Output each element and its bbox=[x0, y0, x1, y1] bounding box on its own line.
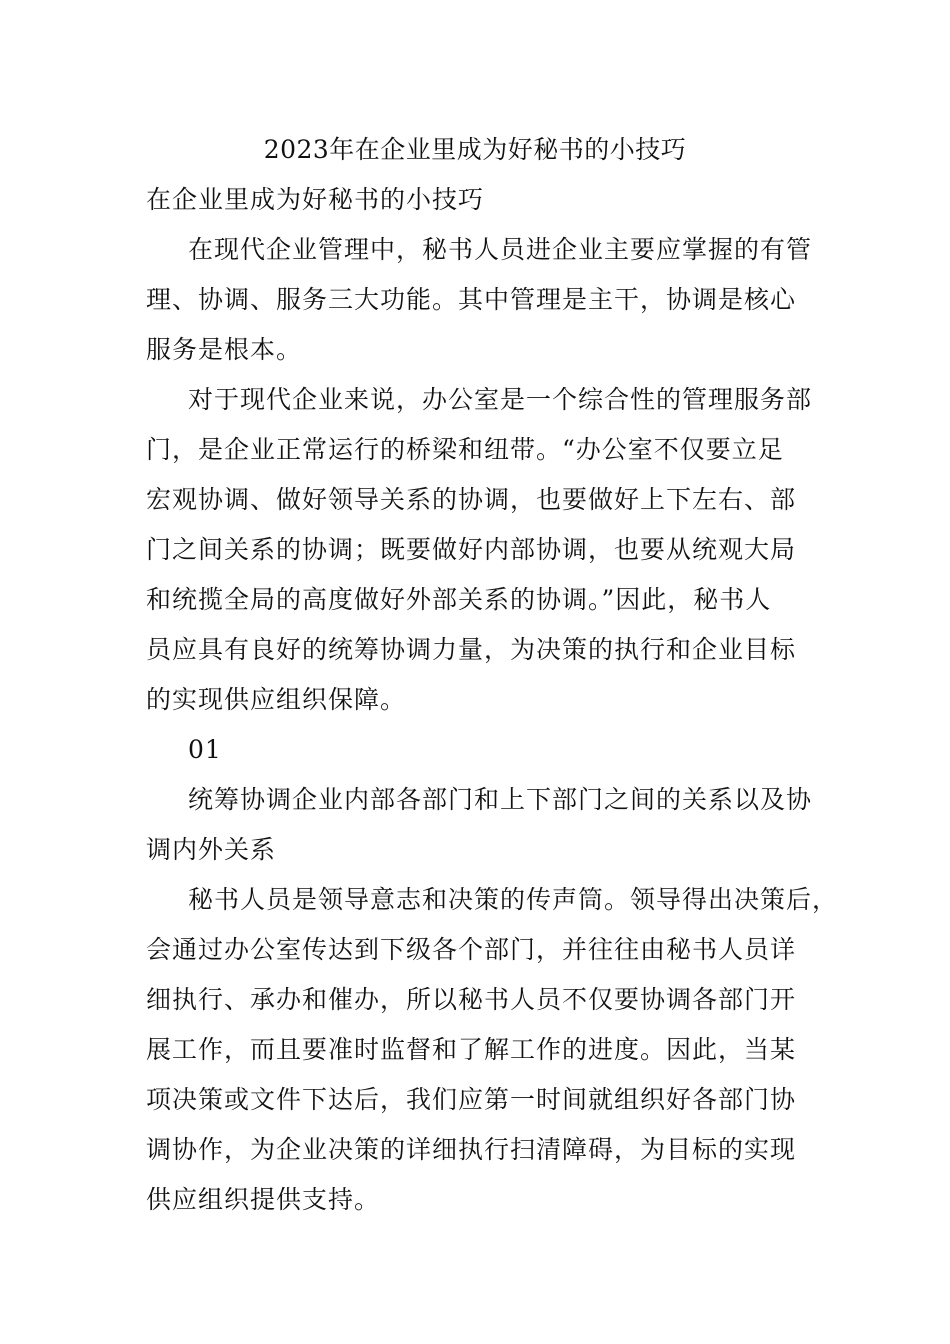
section-heading-line-1: 统筹协调企业内部各部门和上下部门之间的关系以及协 bbox=[188, 785, 813, 814]
section-heading-line-2: 调内外关系 bbox=[146, 835, 277, 864]
paragraph-1-line-3: 服务是根本。 bbox=[146, 335, 303, 364]
paragraph-3-line-3: 细执行、承办和催办，所以秘书人员不仅要协调各部门开 bbox=[146, 985, 797, 1014]
paragraph-3-line-1: 秘书人员是领导意志和决策的传声筒。领导得出决策后， bbox=[188, 885, 839, 914]
document-subtitle: 在企业里成为好秘书的小技巧 bbox=[146, 185, 485, 214]
paragraph-3-line-4: 展工作，而且要准时监督和了解工作的进度。因此，当某 bbox=[146, 1035, 797, 1064]
document-title: 2023年在企业里成为好秘书的小技巧 bbox=[263, 135, 687, 164]
paragraph-2-line-7: 的实现供应组织保障。 bbox=[146, 685, 407, 714]
section-number: 01 bbox=[188, 735, 222, 764]
paragraph-2-line-6: 员应具有良好的统筹协调力量，为决策的执行和企业目标 bbox=[146, 635, 797, 664]
paragraph-3-line-5: 项决策或文件下达后，我们应第一时间就组织好各部门协 bbox=[146, 1085, 797, 1114]
paragraph-2-line-5: 和统揽全局的高度做好外部关系的协调。”因此，秘书人 bbox=[146, 585, 772, 614]
paragraph-1-line-1: 在现代企业管理中，秘书人员进企业主要应掌握的有管 bbox=[188, 235, 813, 264]
paragraph-2-line-4: 门之间关系的协调；既要做好内部协调，也要从统观大局 bbox=[146, 535, 797, 564]
paragraph-2-line-1: 对于现代企业来说，办公室是一个综合性的管理服务部 bbox=[188, 385, 813, 414]
paragraph-3-line-6: 调协作，为企业决策的详细执行扫清障碍，为目标的实现 bbox=[146, 1135, 797, 1164]
paragraph-1-line-2: 理、协调、服务三大功能。其中管理是主干，协调是核心 bbox=[146, 285, 797, 314]
paragraph-3-line-2: 会通过办公室传达到下级各个部门，并往往由秘书人员详 bbox=[146, 935, 797, 964]
paragraph-2-line-2: 门，是企业正常运行的桥梁和纽带。“办公室不仅要立足 bbox=[146, 435, 784, 464]
paragraph-2-line-3: 宏观协调、做好领导关系的协调，也要做好上下左右、部 bbox=[146, 485, 797, 514]
paragraph-3-line-7: 供应组织提供支持。 bbox=[146, 1185, 381, 1214]
